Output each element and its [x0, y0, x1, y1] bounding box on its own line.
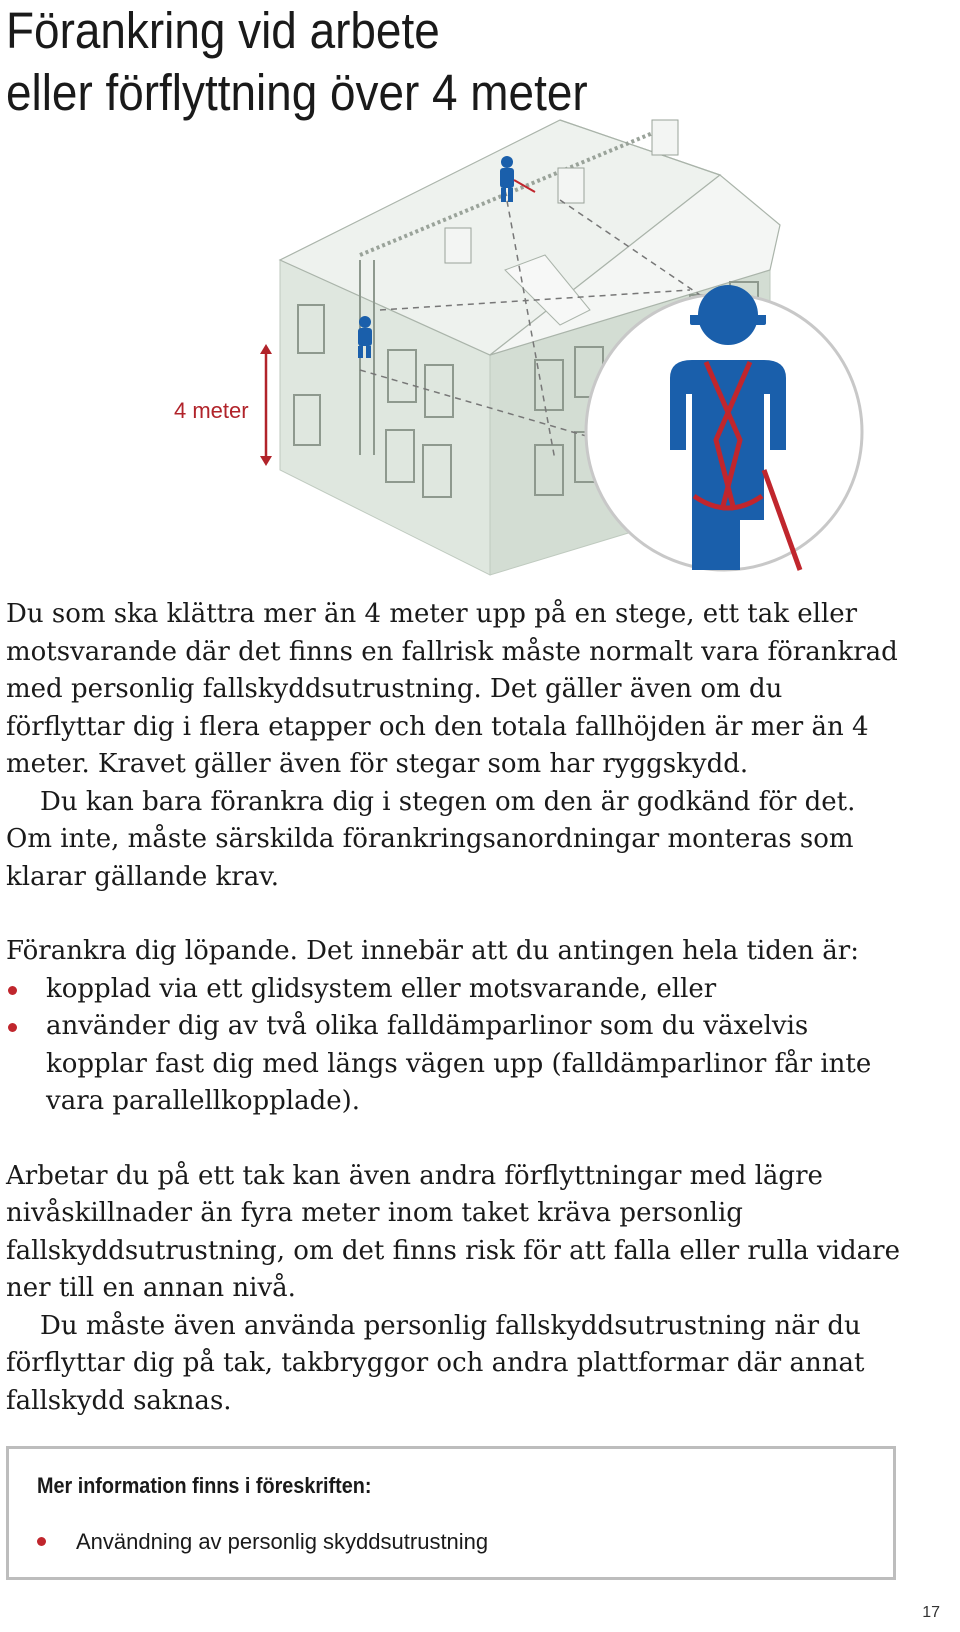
title-line-2: eller förflyttning över 4 meter	[6, 64, 588, 121]
info-box-heading: Mer information finns i föreskriften:	[37, 1473, 372, 1498]
list-item-text: använder dig av två olika falldämparlinor som du växelvis kopplar fast dig med längs vägen upp (falldämparlinor får inte vara parallellkopplade).	[46, 1011, 872, 1116]
info-box-item-text: Användning av personlig skyddsutrustning	[76, 1529, 489, 1554]
chimney-3	[652, 120, 678, 155]
height-arrow	[260, 344, 272, 466]
paragraph-4: Arbetar du på ett tak kan även andra förflyttningar med lägre nivåskillnader än fyra meter inom taket kräva personlig fallskyddsutrustning, om det finns risk för att falla eller rulla vidare ner till en annan nivå.	[6, 1160, 900, 1303]
page-title	[6, 0, 588, 124]
list-item	[6, 1008, 906, 1121]
anchoring-list	[6, 971, 906, 1121]
body-text	[6, 596, 906, 1420]
paragraph-5: Du måste även använda personlig fallskyddsutrustning när du förflyttar dig på tak, takbryggor och andra plattformar där annat fallskydd saknas.	[6, 1310, 865, 1416]
building-illustration-svg	[0, 110, 960, 600]
height-label: 4 meter	[174, 398, 249, 423]
list-item-text: kopplad via ett glidsystem eller motsvarande, eller	[46, 973, 717, 1004]
bullet-dot	[8, 986, 17, 995]
list-item	[6, 971, 906, 1009]
info-box-item	[37, 1529, 488, 1555]
paragraph-3: Förankra dig löpande. Det innebär att du antingen hela tiden är:	[6, 936, 859, 966]
chimney-1	[445, 228, 471, 263]
chimney-2	[558, 168, 584, 203]
title-line-1: Förankring vid arbete	[6, 2, 440, 59]
building-illustration	[0, 110, 960, 600]
page-number: 17	[922, 1604, 940, 1621]
paragraph-2: Du kan bara förankra dig i stegen om den är godkänd för det. Om inte, måste särskilda förankringsanordningar monteras som klarar gällande krav.	[6, 786, 856, 892]
info-box	[6, 1446, 896, 1580]
bullet-dot	[37, 1537, 46, 1546]
bullet-dot	[8, 1023, 17, 1032]
paragraph-1: Du som ska klättra mer än 4 meter upp på en stege, ett tak eller motsvarande där det finns en fallrisk måste normalt vara förankrad med personlig fallskyddsutrustning. Det gäller även om du förflyttar dig i flera etapper och den totala fallhöjden är mer än 4 meter. Kravet gäller även för stegar som har ryggskydd.	[6, 599, 898, 779]
